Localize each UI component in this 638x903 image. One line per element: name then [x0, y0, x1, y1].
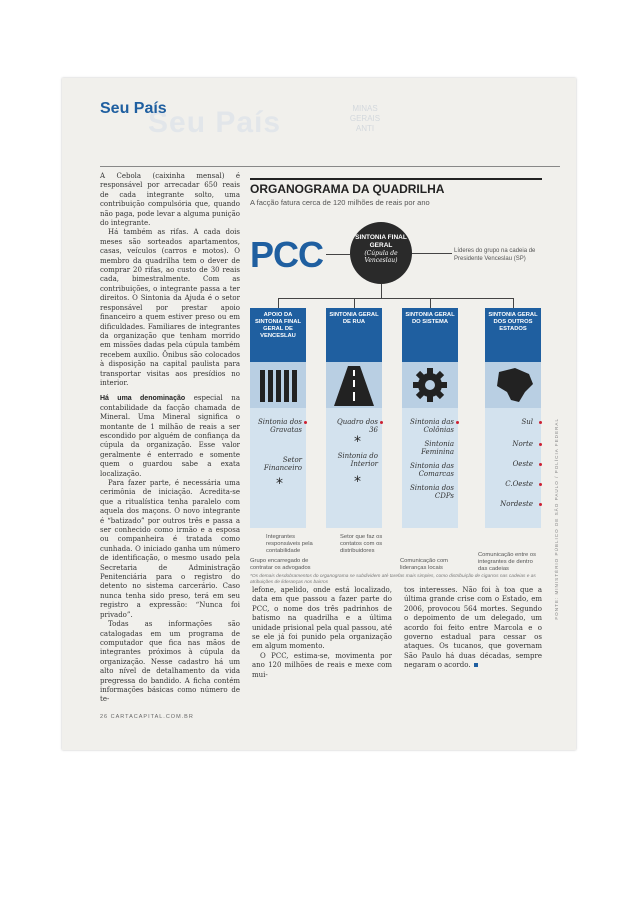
marker-dot — [539, 421, 542, 424]
branch-sistema: SINTONIA GERAL DO SISTEMA — [402, 308, 458, 362]
top-rule — [100, 166, 560, 167]
top-node-title: SINTONIA FINAL GERAL — [355, 234, 407, 249]
marker-dot — [539, 463, 542, 466]
note-cadeias: Comunicação entre os integrantes de dentro das cadeias — [478, 552, 536, 572]
background-title: Seu País — [148, 106, 282, 139]
item-norte: Norte — [512, 440, 533, 448]
paragraph-text: especial na contabilidade da facção chamada de Mineral. Uma Mineral significa o montante de 1 milhão de reais a ser escondido por alguém de confiança da cúpula da organização. Esse valor geralmente é enterrado e somente quem o guardou sabe a exata localização. — [100, 394, 240, 478]
bars-icon — [250, 362, 306, 408]
item-quadro36: Quadro dos 36 — [337, 418, 378, 434]
item-interior: Sintonia do Interior — [337, 452, 378, 468]
asterisk: * — [276, 476, 283, 492]
gear-icon — [402, 362, 458, 408]
connector — [412, 253, 452, 254]
item-colonias: Sintonia das Colônias — [410, 418, 454, 434]
item-comarcas: Sintonia das Comarcas — [410, 462, 454, 478]
asterisk: * — [354, 474, 361, 490]
item-nordeste: Nordeste — [500, 500, 533, 508]
marker-dot — [380, 421, 383, 424]
end-mark-icon — [474, 663, 478, 667]
item-sul: Sul — [521, 418, 533, 426]
paragraph — [100, 394, 240, 479]
subhead: Há uma denominação — [100, 395, 186, 403]
background-side-text: MINAS GERAIS ANTI — [349, 104, 381, 133]
organogram-rule — [250, 178, 542, 180]
connector — [513, 298, 514, 308]
magazine-page — [62, 78, 576, 750]
text-column-2 — [252, 586, 392, 680]
note-distribuidores: Setor que faz os contatos com os distribuidores — [340, 534, 383, 554]
connector — [430, 298, 431, 308]
paragraph: Há também as rifas. A cada dois meses são sorteados apartamentos, casas, veículos (carros e motos). O membro da quadrilha tem o dever de comprar 20 rifas, ao custo de 30 reais cada, bimestralmente. Com as contribuições, o integrante passa a ter direitos. O Sintonia da Ajuda é o setor responsável por prestar apoio financeiro a quem estiver preso ou em dificuldades. Familiares de integrantes da organização que tenham morrido em missões dadas pela cúpula também recebem auxílio. Ônibus são colocados à disposição na capital paulista para transportar visitas aos presídios no interior. — [100, 228, 240, 387]
organogram-footnote: *Os demais desdobramentos do organograma se subdividem até tarefas mais simples, como distribuição de cigarros nas cadeias e as atribuições de lideranças nos bairros — [250, 574, 536, 585]
paragraph: Para fazer parte, é necessária uma cerimônia de iniciação. Acredita-se que a ritualística tenha paralelo com aquela dos maçons. O novo integrante é “batizado” por outros três e passa a ser conhecido como irmão e a esposa ou companheira é tratada como cunhada. O iniciado ganha um número de identificação, o mesmo usado pela Secretaria de Administração Penitenciária para o registro do detento no sistema carcerário. Caso nunca tenha sido preso, terá em seu registro a expressão: “Nunca foi privado”. — [100, 479, 240, 619]
branch-estados: SINTONIA GERAL DOS OUTROS ESTADOS — [485, 308, 541, 362]
road-icon — [326, 362, 382, 408]
marker-dot — [539, 483, 542, 486]
paragraph — [404, 586, 542, 671]
item-financeiro: Setor Financeiro — [263, 456, 302, 472]
branch-estados-panel — [485, 408, 541, 528]
connector — [278, 298, 514, 299]
branch-rua: SINTONIA GERAL DE RUA — [326, 308, 382, 362]
paragraph: A Cebola (caixinha mensal) é responsável por arrecadar 650 reais de cada integrante solto, uma contribuição compulsória que, quando não paga, pode levar a alguma punição do integrante. — [100, 172, 240, 228]
marker-dot — [539, 443, 542, 446]
page-footer: 26 CARTACAPITAL.COM.BR — [100, 714, 194, 720]
section-title: Seu País — [100, 100, 167, 117]
leaders-note: Líderes do grupo na cadeia de Presidente Venceslau (SP) — [454, 248, 536, 262]
text-column-3 — [404, 586, 542, 671]
connector — [326, 254, 350, 255]
paragraph: O PCC, estima-se, movimenta por ano 120 milhões de reais e mexe com mui- — [252, 651, 392, 679]
item-gravatas: Sintonia dos Gravatas — [257, 418, 302, 434]
connector — [278, 298, 279, 308]
organogram — [250, 178, 542, 584]
top-node-subtitle: (Cúpula de Venceslau) — [364, 250, 398, 264]
pcc-logo: PCC — [250, 234, 324, 275]
item-cdps: Sintonia dos CDPs — [409, 484, 454, 500]
organogram-title: ORGANOGRAMA DA QUADRILHA — [250, 182, 445, 196]
note-contabilidade: Integrantes responsáveis pela contabilidade — [266, 534, 313, 554]
item-feminina: Sintonia Feminina — [421, 440, 454, 456]
paragraph: lefone, apelido, onde está localizado, data em que passou a fazer parte do PCC, o nome dos três padrinhos de batismo na quadrilha e a última unidade prisional pela qual passou, até se ele já foi punido pela organização em algum momento. — [252, 586, 392, 651]
connector — [381, 284, 382, 298]
text-column-1 — [100, 172, 240, 705]
branch-apoio: APOIO DA SINTONIA FINAL GERAL DE VENCESLAU — [250, 308, 306, 362]
asterisk: * — [354, 434, 361, 450]
item-oeste: Oeste — [512, 460, 533, 468]
organogram-subtitle: A facção fatura cerca de 120 milhões de reais por ano — [250, 198, 430, 207]
note-liderancas: Comunicação com lideranças locais — [400, 558, 449, 571]
connector — [354, 298, 355, 308]
brazil-map-icon — [485, 362, 541, 408]
top-node — [350, 222, 412, 284]
paragraph: Todas as informações são catalogadas em um programa de computador que fica nas mãos de integrantes próximos à cúpula da organização. Nesse cadastro há um alto nível de detalhamento da vida pregressa do bandido. A ficha contém informações básicas como número de te- — [100, 620, 240, 704]
note-advogados: Grupo encarregado de contratar os advogados — [250, 558, 311, 571]
marker-dot — [304, 421, 307, 424]
item-coeste: C.Oeste — [505, 480, 533, 488]
source-credit: FONTE: MINISTÉRIO PÚBLICO DE SÃO PAULO / POLÍCIA FEDERAL — [554, 418, 559, 620]
marker-dot — [539, 503, 542, 506]
marker-dot — [456, 421, 459, 424]
paragraph-text: tos interesses. Não foi à toa que a última grande crise com o Estado, em 2006, provocou 564 mortes. Segundo o depoimento de um delegado, um acordo foi feito entre Marcola e o governo estadual para cessar os ataques. Os tucanos, que governam São Paulo há duas décadas, sempre negaram o acordo. — [404, 586, 542, 670]
